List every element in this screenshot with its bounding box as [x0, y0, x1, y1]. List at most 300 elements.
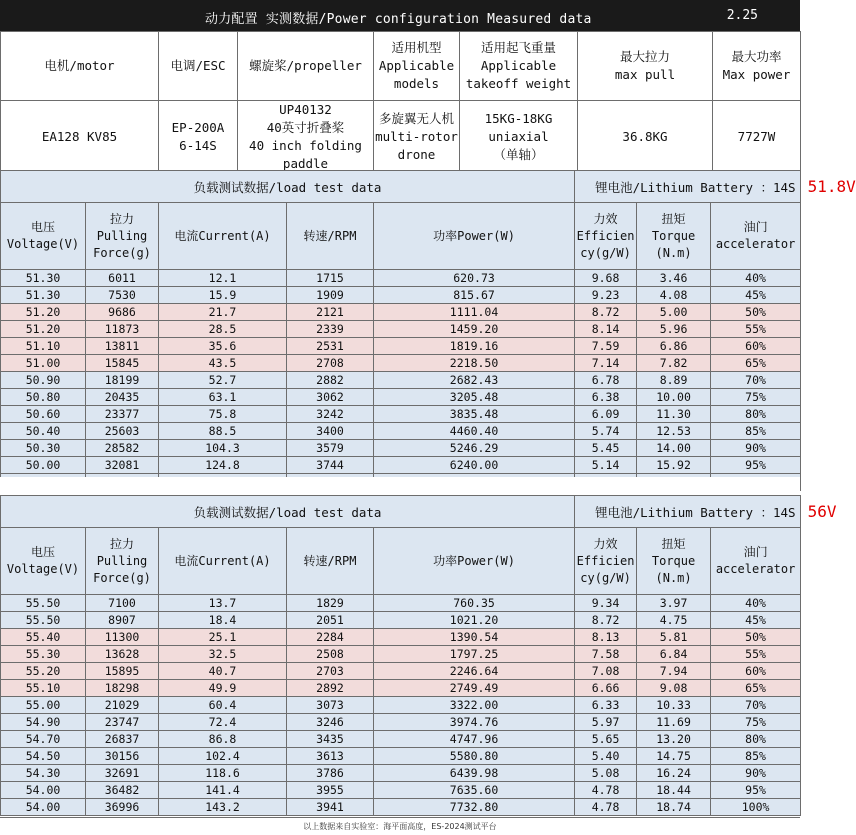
weight-header: [460, 32, 578, 101]
load-caption: 负载测试数据/load test data: [1, 171, 575, 203]
cell-voltage: 51.20: [1, 321, 86, 338]
cell-throttle: 90%: [711, 440, 801, 457]
cell-rpm: 3955: [287, 782, 374, 799]
sheet-header: [0, 0, 800, 31]
table-row: [1, 304, 801, 321]
cell-power: 2218.50: [374, 355, 575, 372]
cell-power: 1459.20: [374, 321, 575, 338]
cell-efficiency: 5.40: [575, 748, 637, 765]
cell-voltage: 51.30: [1, 287, 86, 304]
prop-value-2: 40英寸折叠桨: [266, 120, 345, 135]
cell-rpm: 1715: [287, 270, 374, 287]
cell-voltage: 54.00: [1, 782, 86, 799]
cell-rpm: 3400: [287, 423, 374, 440]
cell-current: 124.8: [159, 457, 287, 474]
cell-power: 3205.48: [374, 389, 575, 406]
cell-current: 25.1: [159, 629, 287, 646]
cell-rpm: 3073: [287, 697, 374, 714]
table-row: [1, 680, 801, 697]
cell-throttle: 95%: [711, 457, 801, 474]
cell-efficiency: 7.08: [575, 663, 637, 680]
cell-voltage: 50.30: [1, 440, 86, 457]
cell-rpm: 3242: [287, 406, 374, 423]
cell-power: 620.73: [374, 270, 575, 287]
table-row: [1, 714, 801, 731]
cell-torque: 5.81: [637, 629, 711, 646]
cell-throttle: 50%: [711, 629, 801, 646]
esc-value: [159, 101, 238, 174]
cell-power: 3322.00: [374, 697, 575, 714]
cell-pull: 28582: [86, 440, 159, 457]
models-value-1: 多旋翼无人机: [378, 111, 454, 126]
col-voltage-cn: 电压: [30, 545, 55, 559]
cell-pull: 6011: [86, 270, 159, 287]
cell-voltage: 51.30: [1, 270, 86, 287]
cell-efficiency: 5.97: [575, 714, 637, 731]
cell-efficiency: 5.45: [575, 440, 637, 457]
cell-power: 7732.80: [374, 799, 575, 816]
battery-cell: [575, 171, 856, 203]
cell-current: 60.4: [159, 697, 287, 714]
cell-torque: 10.33: [637, 697, 711, 714]
cell-voltage: 54.50: [1, 748, 86, 765]
spec-header-row: [1, 32, 801, 101]
power-value: 7727W: [713, 101, 801, 174]
cell-torque: 13.20: [637, 731, 711, 748]
cell-efficiency: 7.58: [575, 646, 637, 663]
cell-throttle: 70%: [711, 372, 801, 389]
load-caption: 负载测试数据/load test data: [1, 496, 575, 528]
power-header: [713, 32, 801, 101]
table-row: [1, 287, 801, 304]
motor-value: EA128 KV85: [1, 101, 159, 174]
cell-efficiency: 8.13: [575, 629, 637, 646]
cell-rpm: 2531: [287, 338, 374, 355]
cell-throttle: 90%: [711, 765, 801, 782]
col-torque-en1: Torque: [651, 228, 696, 243]
col-voltage-en: Voltage(V): [6, 237, 80, 251]
cell-throttle: 55%: [711, 321, 801, 338]
cell-efficiency: 7.59: [575, 338, 637, 355]
cell-efficiency: 5.14: [575, 457, 637, 474]
cell-voltage: 50.60: [1, 406, 86, 423]
cell-rpm: 2121: [287, 304, 374, 321]
models-header-cn: 适用机型: [391, 40, 442, 55]
cell-efficiency: 4.78: [575, 799, 637, 816]
col-efficiency: [575, 528, 637, 595]
cell-power: 4460.40: [374, 423, 575, 440]
cell-throttle: 55%: [711, 646, 801, 663]
cell-voltage: 55.00: [1, 697, 86, 714]
cell-rpm: 2508: [287, 646, 374, 663]
cell-current: 86.8: [159, 731, 287, 748]
cell-current: 40.7: [159, 663, 287, 680]
cell-voltage: 55.50: [1, 595, 86, 612]
propeller-value: [238, 101, 374, 174]
prop-value-3: 40 inch folding paddle: [249, 138, 362, 171]
cell-rpm: 3579: [287, 440, 374, 457]
cell-current: 104.3: [159, 440, 287, 457]
weight-header-en: Applicable takeoff weight: [465, 58, 572, 91]
weight-value-3: （单轴）: [493, 147, 544, 162]
cell-pull: 7100: [86, 595, 159, 612]
cell-torque: 15.92: [637, 457, 711, 474]
table-gap: [0, 477, 800, 495]
cell-throttle: 65%: [711, 355, 801, 372]
col-torque-en2: (N.m): [655, 245, 692, 260]
cell-pull: 13811: [86, 338, 159, 355]
pull-header: [578, 32, 713, 101]
cell-throttle: 40%: [711, 270, 801, 287]
table-row: [1, 731, 801, 748]
cell-rpm: 3613: [287, 748, 374, 765]
col-voltage: [1, 528, 86, 595]
cell-efficiency: 4.78: [575, 782, 637, 799]
cell-efficiency: 8.14: [575, 321, 637, 338]
cell-current: 28.5: [159, 321, 287, 338]
cell-power: 1819.16: [374, 338, 575, 355]
version-label: 2.25: [726, 8, 758, 23]
footer-note: 以上数据来自实验室：海平面高度，ES-2024测试平台: [0, 817, 800, 835]
cell-efficiency: 7.14: [575, 355, 637, 372]
load-caption-row: [1, 496, 801, 528]
cell-torque: 16.24: [637, 765, 711, 782]
cell-rpm: 2703: [287, 663, 374, 680]
col-throttle: [711, 203, 801, 270]
cell-voltage: 55.50: [1, 612, 86, 629]
cell-current: 43.5: [159, 355, 287, 372]
table-row: [1, 440, 801, 457]
cell-rpm: 1909: [287, 287, 374, 304]
cell-current: 35.6: [159, 338, 287, 355]
load-test-table-51v: [0, 170, 856, 491]
cell-voltage: 51.00: [1, 355, 86, 372]
col-throttle-cn: 油门: [743, 545, 768, 559]
cell-throttle: 45%: [711, 287, 801, 304]
battery-voltage: 56V: [807, 502, 837, 521]
cell-current: 15.9: [159, 287, 287, 304]
table-row: [1, 389, 801, 406]
cell-pull: 13628: [86, 646, 159, 663]
cell-power: 4747.96: [374, 731, 575, 748]
cell-voltage: 54.00: [1, 799, 86, 816]
cell-pull: 18199: [86, 372, 159, 389]
table-row: [1, 646, 801, 663]
models-value-2: multi-rotor drone: [375, 129, 458, 162]
cell-efficiency: 6.09: [575, 406, 637, 423]
cell-voltage: 55.40: [1, 629, 86, 646]
load-caption-row: [1, 171, 801, 203]
cell-torque: 7.82: [637, 355, 711, 372]
table-row: [1, 748, 801, 765]
cell-efficiency: 6.38: [575, 389, 637, 406]
power-header-cn: 最大功率: [731, 49, 782, 64]
cell-torque: 6.84: [637, 646, 711, 663]
col-throttle-en: accelerator: [715, 562, 796, 576]
cell-current: 49.9: [159, 680, 287, 697]
cell-torque: 5.96: [637, 321, 711, 338]
cell-pull: 15895: [86, 663, 159, 680]
esc-value-1: EP-200A: [171, 120, 225, 135]
pull-value: 36.8KG: [578, 101, 713, 174]
col-voltage-en: Voltage(V): [6, 562, 80, 576]
cell-throttle: 45%: [711, 612, 801, 629]
cell-voltage: 50.80: [1, 389, 86, 406]
cell-pull: 23747: [86, 714, 159, 731]
cell-current: 52.7: [159, 372, 287, 389]
battery-cell: [575, 496, 837, 528]
cell-current: 32.5: [159, 646, 287, 663]
cell-pull: 11873: [86, 321, 159, 338]
cell-pull: 36482: [86, 782, 159, 799]
cell-power: 2246.64: [374, 663, 575, 680]
col-current: 电流Current(A): [159, 203, 287, 270]
table-row: [1, 629, 801, 646]
prop-value-1: UP40132: [279, 102, 332, 117]
cell-efficiency: 9.68: [575, 270, 637, 287]
cell-rpm: 2339: [287, 321, 374, 338]
cell-throttle: 80%: [711, 406, 801, 423]
col-pull: [86, 203, 159, 270]
cell-throttle: 85%: [711, 423, 801, 440]
cell-pull: 36996: [86, 799, 159, 816]
cell-pull: 32081: [86, 457, 159, 474]
models-header: [374, 32, 460, 101]
cell-rpm: 3062: [287, 389, 374, 406]
col-torque-cn: 扭矩: [661, 536, 686, 551]
esc-value-2: 6-14S: [179, 138, 217, 153]
cell-current: 75.8: [159, 406, 287, 423]
col-torque: [637, 528, 711, 595]
spec-table: [0, 31, 801, 174]
cell-current: 18.4: [159, 612, 287, 629]
cell-torque: 4.75: [637, 612, 711, 629]
cell-throttle: 75%: [711, 714, 801, 731]
cell-pull: 23377: [86, 406, 159, 423]
cell-throttle: 95%: [711, 782, 801, 799]
cell-current: 12.1: [159, 270, 287, 287]
cell-torque: 6.86: [637, 338, 711, 355]
cell-current: 63.1: [159, 389, 287, 406]
col-eff-cn: 力效: [593, 211, 618, 226]
load-test-table-56v: [0, 495, 837, 816]
cell-torque: 8.89: [637, 372, 711, 389]
col-current: 电流Current(A): [159, 528, 287, 595]
table-row: [1, 799, 801, 816]
cell-pull: 21029: [86, 697, 159, 714]
table-row: [1, 765, 801, 782]
cell-torque: 10.00: [637, 389, 711, 406]
weight-header-cn: 适用起飞重量: [480, 40, 556, 55]
col-throttle-en: accelerator: [715, 237, 796, 251]
cell-torque: 3.97: [637, 595, 711, 612]
cell-throttle: 65%: [711, 680, 801, 697]
battery-label: 锂电池/Lithium Battery ：14S: [595, 180, 796, 195]
cell-torque: 3.46: [637, 270, 711, 287]
col-pull-en2: Force(g): [93, 570, 151, 585]
cell-power: 1021.20: [374, 612, 575, 629]
models-value: [374, 101, 460, 174]
cell-pull: 9686: [86, 304, 159, 321]
cell-power: 5246.29: [374, 440, 575, 457]
col-voltage: [1, 203, 86, 270]
cell-torque: 4.08: [637, 287, 711, 304]
col-torque-cn: 扭矩: [661, 211, 686, 226]
cell-efficiency: 5.08: [575, 765, 637, 782]
cell-voltage: 55.10: [1, 680, 86, 697]
cell-power: 5580.80: [374, 748, 575, 765]
cell-power: 3974.76: [374, 714, 575, 731]
table-row: [1, 406, 801, 423]
col-rpm: 转速/RPM: [287, 203, 374, 270]
col-pull-en1: Pulling: [96, 553, 148, 568]
weight-value-2: uniaxial: [488, 129, 549, 144]
cell-torque: 11.69: [637, 714, 711, 731]
table-row: [1, 595, 801, 612]
col-power: 功率Power(W): [374, 203, 575, 270]
cell-efficiency: 8.72: [575, 612, 637, 629]
cell-pull: 25603: [86, 423, 159, 440]
cell-current: 118.6: [159, 765, 287, 782]
cell-torque: 18.74: [637, 799, 711, 816]
cell-current: 141.4: [159, 782, 287, 799]
table-row: [1, 697, 801, 714]
power-header-en: Max power: [722, 67, 791, 82]
column-header-row: [1, 203, 801, 270]
cell-rpm: 3786: [287, 765, 374, 782]
cell-torque: 14.00: [637, 440, 711, 457]
sheet-title: 动力配置 实测数据/Power configuration Measured data: [205, 12, 592, 27]
cell-efficiency: 6.33: [575, 697, 637, 714]
col-eff-en1: Efficien: [576, 228, 635, 243]
cell-rpm: 2708: [287, 355, 374, 372]
cell-torque: 9.08: [637, 680, 711, 697]
col-eff-en1: Efficien: [576, 553, 635, 568]
cell-voltage: 51.20: [1, 304, 86, 321]
cell-efficiency: 6.78: [575, 372, 637, 389]
col-throttle-cn: 油门: [743, 220, 768, 234]
cell-throttle: 75%: [711, 389, 801, 406]
cell-pull: 20435: [86, 389, 159, 406]
cell-voltage: 51.10: [1, 338, 86, 355]
battery-voltage: 51.8V: [807, 177, 856, 196]
col-throttle: [711, 528, 801, 595]
cell-power: 7635.60: [374, 782, 575, 799]
cell-torque: 5.00: [637, 304, 711, 321]
cell-pull: 18298: [86, 680, 159, 697]
cell-pull: 7530: [86, 287, 159, 304]
table-row: [1, 612, 801, 629]
cell-power: 760.35: [374, 595, 575, 612]
table-row: [1, 663, 801, 680]
table-row: [1, 321, 801, 338]
col-torque-en1: Torque: [651, 553, 696, 568]
cell-power: 815.67: [374, 287, 575, 304]
col-pull-en2: Force(g): [93, 245, 151, 260]
cell-throttle: 60%: [711, 663, 801, 680]
cell-pull: 15845: [86, 355, 159, 372]
cell-pull: 11300: [86, 629, 159, 646]
table-row: [1, 372, 801, 389]
cell-rpm: 3744: [287, 457, 374, 474]
col-pull: [86, 528, 159, 595]
cell-current: 88.5: [159, 423, 287, 440]
cell-power: 1111.04: [374, 304, 575, 321]
col-pull-cn: 拉力: [109, 211, 134, 226]
models-header-en: Applicable models: [378, 58, 455, 91]
esc-header: 电调/ESC: [159, 32, 238, 101]
cell-power: 1797.25: [374, 646, 575, 663]
cell-torque: 11.30: [637, 406, 711, 423]
cell-throttle: 100%: [711, 799, 801, 816]
cell-rpm: 2051: [287, 612, 374, 629]
propeller-header: 螺旋桨/propeller: [238, 32, 374, 101]
cell-power: 3835.48: [374, 406, 575, 423]
cell-voltage: 54.90: [1, 714, 86, 731]
table-row: [1, 457, 801, 474]
cell-torque: 18.44: [637, 782, 711, 799]
cell-efficiency: 5.74: [575, 423, 637, 440]
cell-current: 102.4: [159, 748, 287, 765]
cell-pull: 30156: [86, 748, 159, 765]
cell-current: 21.7: [159, 304, 287, 321]
column-header-row: [1, 528, 801, 595]
col-voltage-cn: 电压: [30, 220, 55, 234]
cell-throttle: 40%: [711, 595, 801, 612]
cell-rpm: 1829: [287, 595, 374, 612]
cell-pull: 26837: [86, 731, 159, 748]
cell-pull: 32691: [86, 765, 159, 782]
cell-torque: 7.94: [637, 663, 711, 680]
col-efficiency: [575, 203, 637, 270]
cell-throttle: 50%: [711, 304, 801, 321]
cell-efficiency: 9.34: [575, 595, 637, 612]
cell-voltage: 54.30: [1, 765, 86, 782]
cell-torque: 14.75: [637, 748, 711, 765]
cell-throttle: 70%: [711, 697, 801, 714]
cell-current: 143.2: [159, 799, 287, 816]
cell-voltage: 54.70: [1, 731, 86, 748]
cell-efficiency: 9.23: [575, 287, 637, 304]
cell-rpm: 3246: [287, 714, 374, 731]
cell-rpm: 3941: [287, 799, 374, 816]
cell-efficiency: 8.72: [575, 304, 637, 321]
cell-rpm: 2284: [287, 629, 374, 646]
motor-header: 电机/motor: [1, 32, 159, 101]
cell-efficiency: 6.66: [575, 680, 637, 697]
cell-rpm: 2892: [287, 680, 374, 697]
table-row: [1, 338, 801, 355]
cell-throttle: 80%: [711, 731, 801, 748]
cell-current: 13.7: [159, 595, 287, 612]
cell-voltage: 50.90: [1, 372, 86, 389]
table-row: [1, 355, 801, 372]
col-eff-cn: 力效: [593, 536, 618, 551]
cell-power: 2749.49: [374, 680, 575, 697]
cell-throttle: 85%: [711, 748, 801, 765]
cell-torque: 12.53: [637, 423, 711, 440]
cell-voltage: 50.40: [1, 423, 86, 440]
cell-efficiency: 5.65: [575, 731, 637, 748]
table-row: [1, 782, 801, 799]
pull-header-en: max pull: [614, 67, 676, 82]
pull-header-cn: 最大拉力: [619, 49, 670, 64]
battery-label: 锂电池/Lithium Battery ：14S: [595, 505, 796, 520]
table-row: [1, 270, 801, 287]
cell-rpm: 2882: [287, 372, 374, 389]
cell-voltage: 50.00: [1, 457, 86, 474]
cell-power: 6240.00: [374, 457, 575, 474]
